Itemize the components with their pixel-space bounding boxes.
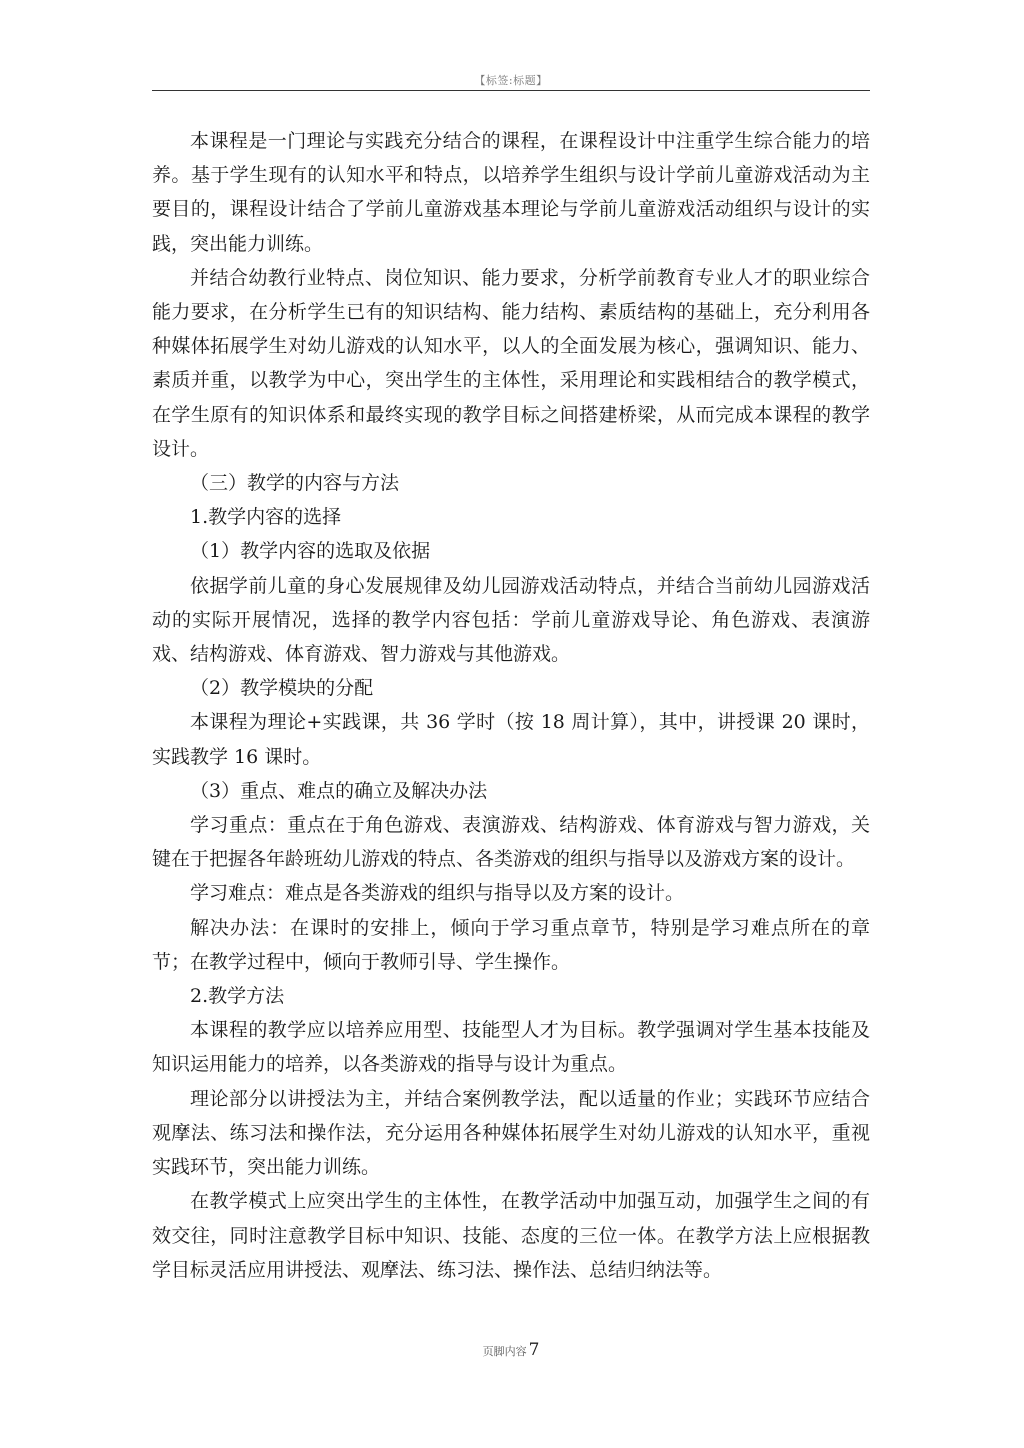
page-header: 【标签:标题】 [474, 74, 548, 87]
subsection-heading: 1.教学内容的选择 [190, 506, 342, 529]
page-footer [152, 1340, 870, 1360]
paragraph: 本课程是一门理论与实践充分结合的课程，在课程设计中注重学生综合能力的培养。基于学生现有的认知水平和特点，以培养学生组织与设计学前儿童游戏活动为主要目的，课程设计结合了学前儿童游戏基本理论与学前儿童游戏活动组织与设计的实践，突出能力训练。 [152, 130, 870, 255]
paragraph: 依据学前儿童的身心发展规律及幼儿园游戏活动特点，并结合当前幼儿园游戏活动的实际开展情况，选择的教学内容包括：学前儿童游戏导论、角色游戏、表演游戏、结构游戏、体育游戏、智力游戏与其他游戏。 [152, 574, 870, 666]
subsection-heading: （1）教学内容的选取及依据 [190, 540, 431, 563]
footer-label: 页脚内容 [482, 1345, 527, 1358]
section-heading: （三）教学的内容与方法 [190, 472, 400, 495]
paragraph: 解决办法：在课时的安排上，倾向于学习重点章节，特别是学习难点所在的章节；在教学过程中，倾向于教师引导、学生操作。 [152, 916, 870, 973]
header-divider [152, 90, 870, 91]
paragraph: 理论部分以讲授法为主，并结合案例教学法，配以适量的作业；实践环节应结合观摩法、练习法和操作法，充分运用各种媒体拓展学生对幼儿游戏的认知水平，重视实践环节，突出能力训练。 [152, 1087, 870, 1179]
subsection-heading: （3）重点、难点的确立及解决办法 [190, 779, 488, 802]
subsection-heading: （2）教学模块的分配 [190, 677, 374, 700]
paragraph: 学习重点：重点在于角色游戏、表演游戏、结构游戏、体育游戏与智力游戏，关键在于把握各年龄班幼儿游戏的特点、各类游戏的组织与指导以及游戏方案的设计。 [152, 814, 870, 871]
paragraph: 并结合幼教行业特点、岗位知识、能力要求，分析学前教育专业人才的职业综合能力要求，在分析学生已有的知识结构、能力结构、素质结构的基础上，充分利用各种媒体拓展学生对幼儿游戏的认知水平，以人的全面发展为核心，强调知识、能力、素质并重，以教学为中心，突出学生的主体性，采用理论和实践相结合的教学模式，在学生原有的知识体系和最终实现的教学目标之间搭建桥梁，从而完成本课程的教学设计。 [152, 266, 870, 460]
paragraph: 本课程的教学应以培养应用型、技能型人才为目标。教学强调对学生基本技能及知识运用能力的培养，以各类游戏的指导与设计为重点。 [152, 1019, 870, 1076]
subsection-heading: 2.教学方法 [190, 985, 285, 1008]
page-number: 7 [528, 1340, 540, 1360]
paragraph: 在教学模式上应突出学生的主体性，在教学活动中加强互动，加强学生之间的有效交往，同时注意教学目标中知识、技能、态度的三位一体。在教学方法上应根据教学目标灵活应用讲授法、观摩法、练习法、操作法、总结归纳法等。 [152, 1190, 870, 1281]
body-text [152, 124, 870, 1287]
paragraph: 学习难点：难点是各类游戏的组织与指导以及方案的设计。 [190, 882, 685, 905]
paragraph: 本课程为理论+实践课，共 36 学时（按 18 周计算），其中，讲授课 20 课时，实践教学 16 课时。 [152, 711, 870, 768]
